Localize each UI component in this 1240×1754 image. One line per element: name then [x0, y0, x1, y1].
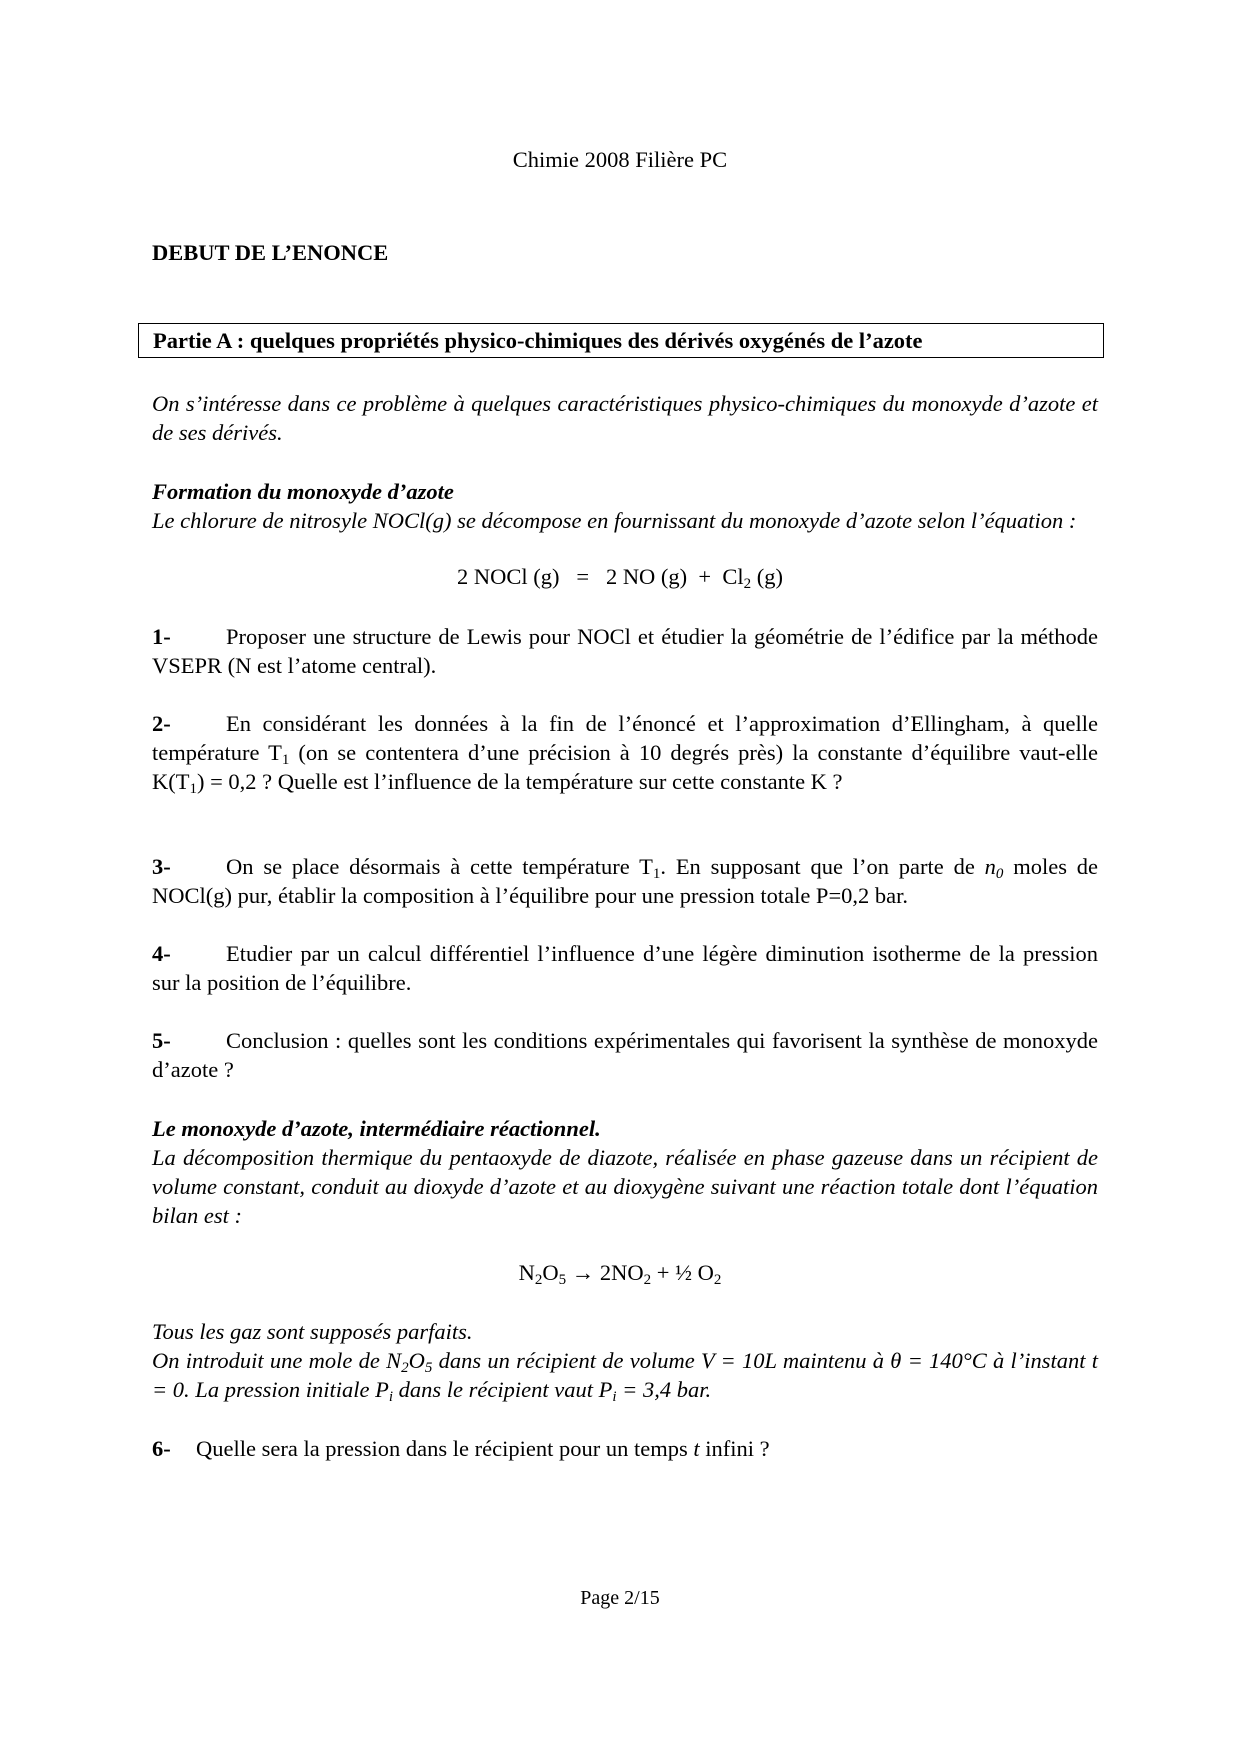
eq2-half: + ½ O: [651, 1260, 714, 1285]
question-3-n0-sub: 0: [995, 866, 1004, 882]
question-2-sub1: 1: [281, 752, 290, 768]
question-6-text-a: Quelle sera la pression dans le récipient pour un temps: [196, 1436, 694, 1461]
section-intermediaire-text: La décomposition thermique du pentaoxyde de diazote, réalisée en phase gazeuse dans un récipient de volume constant, conduit au dioxyde d’azote et au dioxygène suivant une réaction totale dont l’équation bilan est :: [152, 1145, 1098, 1228]
intro2-c: dans un récipient de volume V = 10L maintenu à θ = 140°C à l’instant t = 0. La pression initiale P: [152, 1348, 1098, 1402]
intro-paragraph: On s’intéresse dans ce problème à quelques caractéristiques physico-chimiques du monoxyde d’azote et de ses dérivés.: [152, 391, 1098, 445]
intro2-sub4: i: [612, 1389, 617, 1405]
question-6-number: 6-: [152, 1436, 171, 1461]
question-3: [152, 852, 1098, 910]
question-3-number: 3-: [152, 854, 171, 879]
question-1: [152, 622, 1098, 680]
intro2-sub2: 5: [424, 1360, 433, 1376]
section-heading-formation: Formation du monoxyde d’azote: [152, 479, 454, 504]
eq2-n: N: [518, 1260, 535, 1285]
section-heading-intermediaire: Le monoxyde d’azote, intermédiaire réactionnel.: [152, 1116, 601, 1141]
question-1-text: Proposer une structure de Lewis pour NOCl et étudier la géométrie de l’édifice par la méthode VSEPR (N est l’atome central).: [152, 624, 1098, 678]
question-3-n0: n: [984, 854, 996, 879]
question-6-t: t: [693, 1436, 700, 1461]
question-5-number: 5-: [152, 1028, 171, 1053]
gaz-parfaits: Tous les gaz sont supposés parfaits.: [152, 1319, 473, 1344]
question-2-number: 2-: [152, 711, 171, 736]
intro2-e: = 3,4 bar.: [616, 1377, 712, 1402]
question-2-sub2: 1: [189, 781, 197, 797]
question-3-text-b: . En supposant que l’on parte de: [660, 854, 985, 879]
intro2-b: O: [408, 1348, 425, 1373]
question-4: [152, 939, 1098, 997]
question-6-text-b: infini ?: [699, 1436, 770, 1461]
eq2-no2-sub: 2: [643, 1272, 652, 1288]
equation-nocl: [0, 564, 1240, 590]
section-formation-text: Le chlorure de nitrosyle NOCl(g) se décompose en fournissant du monoxyde d’azote selon l’équation :: [152, 508, 1077, 533]
eq2-o2-sub: 2: [713, 1272, 722, 1288]
intro2-sub1: 2: [401, 1360, 409, 1376]
question-3-text-a: On se place désormais à cette température T: [226, 854, 653, 879]
question-5: [152, 1026, 1098, 1084]
question-3-text-c: moles de NOCl(g) pur, établir la composition à l’équilibre pour une pression totale P=0,2 bar.: [152, 854, 1099, 908]
eq-mid: 2 NO (g): [605, 564, 688, 589]
page-number: Page 2/15: [580, 1587, 660, 1609]
question-1-number: 1-: [152, 624, 171, 649]
question-4-text: Etudier par un calcul différentiel l’influence d’une légère diminution isotherme de la pression sur la position de l’équilibre.: [152, 941, 1098, 995]
question-3-sub1: 1: [652, 866, 661, 882]
intro2-sub3: i: [388, 1389, 394, 1405]
question-2-text-a: En considérant les données à la fin de l’énoncé et l’approximation d’Ellingham, à quelle température T: [152, 711, 1098, 765]
intro2-d: dans le récipient vaut P: [393, 1377, 613, 1402]
document-header: Chimie 2008 Filière PC: [512, 147, 728, 172]
debut-heading: DEBUT DE L’ENONCE: [152, 240, 389, 265]
question-4-number: 4-: [152, 941, 171, 966]
eq-cl-sub: 2: [743, 576, 752, 592]
equation-n2o5: [0, 1260, 1240, 1286]
eq-sign: =: [576, 564, 590, 589]
eq-g: (g): [751, 564, 784, 589]
question-5-text: Conclusion : quelles sont les conditions expérimentales qui favorisent la synthèse de monoxyde d’azote ?: [152, 1028, 1098, 1082]
question-2-text-c: ) = 0,2 ? Quelle est l’influence de la température sur cette constante K ?: [197, 769, 843, 794]
partie-a-title-box: [138, 323, 1104, 358]
eq2-n-sub: 2: [534, 1272, 543, 1288]
partie-a-title: Partie A : quelques propriétés physico-chimiques des dérivés oxygénés de l’azote: [153, 328, 923, 353]
eq2-arrow: → 2NO: [566, 1260, 644, 1285]
eq2-o-sub: 5: [558, 1272, 567, 1288]
eq-plus: +: [698, 564, 712, 589]
eq-cl: Cl: [722, 564, 744, 589]
question-2: [152, 709, 1098, 796]
question-2-text-b: (on se contentera d’une précision à 10 degrés près) la constante d’équilibre vaut-elle K(T: [152, 740, 1098, 794]
question-6: [152, 1434, 770, 1463]
eq-left: 2 NOCl (g): [456, 564, 560, 589]
intro-conditions: [152, 1346, 1098, 1404]
intro2-a: On introduit une mole de N: [152, 1348, 402, 1373]
eq2-o: O: [542, 1260, 559, 1285]
